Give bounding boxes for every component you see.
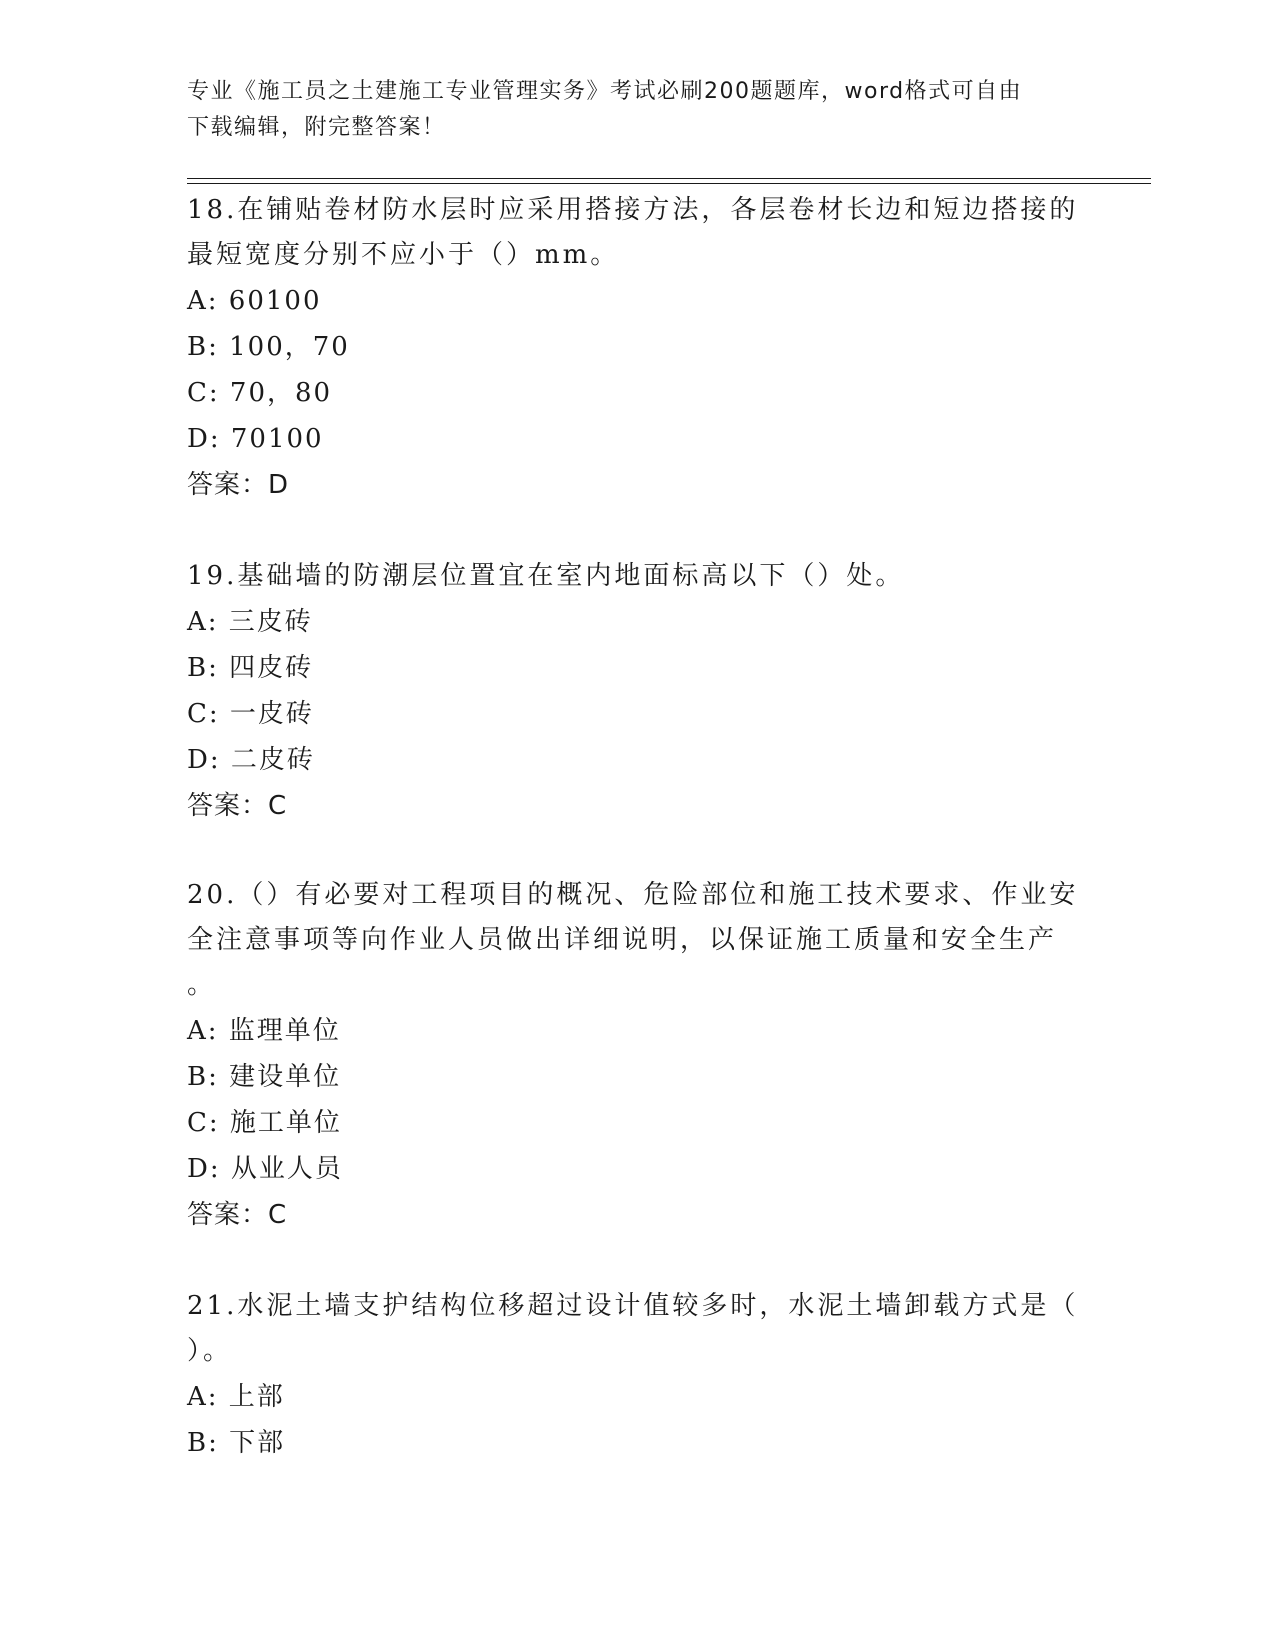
stem-line: 21.水泥土墙支护结构位移超过设计值较多时，水泥土墙卸载方式是（: [187, 1291, 1079, 1321]
option-a: A: 60100: [187, 286, 322, 316]
option-b: B: 建设单位: [187, 1062, 342, 1092]
option-c: C: 一皮砖: [187, 699, 314, 729]
question-stem: [187, 1284, 1087, 1374]
stem-line: 最短宽度分别不应小于（）mm。: [187, 240, 620, 270]
option-a: A: 三皮砖: [187, 607, 313, 637]
option-d: D: 二皮砖: [187, 745, 315, 775]
stem-line: 。: [187, 970, 217, 1000]
option-b: B: 100，70: [187, 332, 350, 362]
stem-line: 19.基础墙的防潮层位置宜在室内地面标高以下（）处。: [187, 561, 905, 591]
question-20: [187, 873, 1087, 1238]
question-18: [187, 188, 1087, 508]
document-header: [187, 74, 1087, 146]
option-c: C: 施工单位: [187, 1108, 342, 1138]
question-19: [187, 554, 1087, 829]
question-stem: [187, 188, 1087, 278]
answer: 答案：D: [187, 470, 290, 500]
question-stem: [187, 873, 1087, 1008]
option-b: B: 四皮砖: [187, 653, 314, 683]
option-a: A: 上部: [187, 1382, 285, 1412]
question-21: [187, 1284, 1087, 1466]
answer: 答案：C: [187, 791, 288, 821]
option-a: A: 监理单位: [187, 1016, 341, 1046]
stem-line: ）。: [187, 1336, 233, 1366]
answer: 答案：C: [187, 1200, 288, 1230]
option-c: C: 70，80: [187, 378, 333, 408]
header-line-2: 下载编辑，附完整答案！: [187, 115, 446, 140]
header-divider-bottom: [187, 183, 1151, 184]
option-b: B: 下部: [187, 1428, 286, 1458]
option-d: D: 从业人员: [187, 1154, 343, 1184]
stem-line: 20.（）有必要对工程项目的概况、危险部位和施工技术要求、作业安: [187, 880, 1079, 910]
header-divider-top: [187, 178, 1151, 179]
option-d: D: 70100: [187, 424, 324, 454]
header-line-1: 专业《施工员之土建施工专业管理实务》考试必刷200题题库，word格式可自由: [187, 79, 1023, 104]
stem-line: 全注意事项等向作业人员做出详细说明，以保证施工质量和安全生产: [187, 925, 1058, 955]
question-stem: [187, 554, 1087, 599]
stem-line: 18.在铺贴卷材防水层时应采用搭接方法，各层卷材长边和短边搭接的: [187, 195, 1079, 225]
